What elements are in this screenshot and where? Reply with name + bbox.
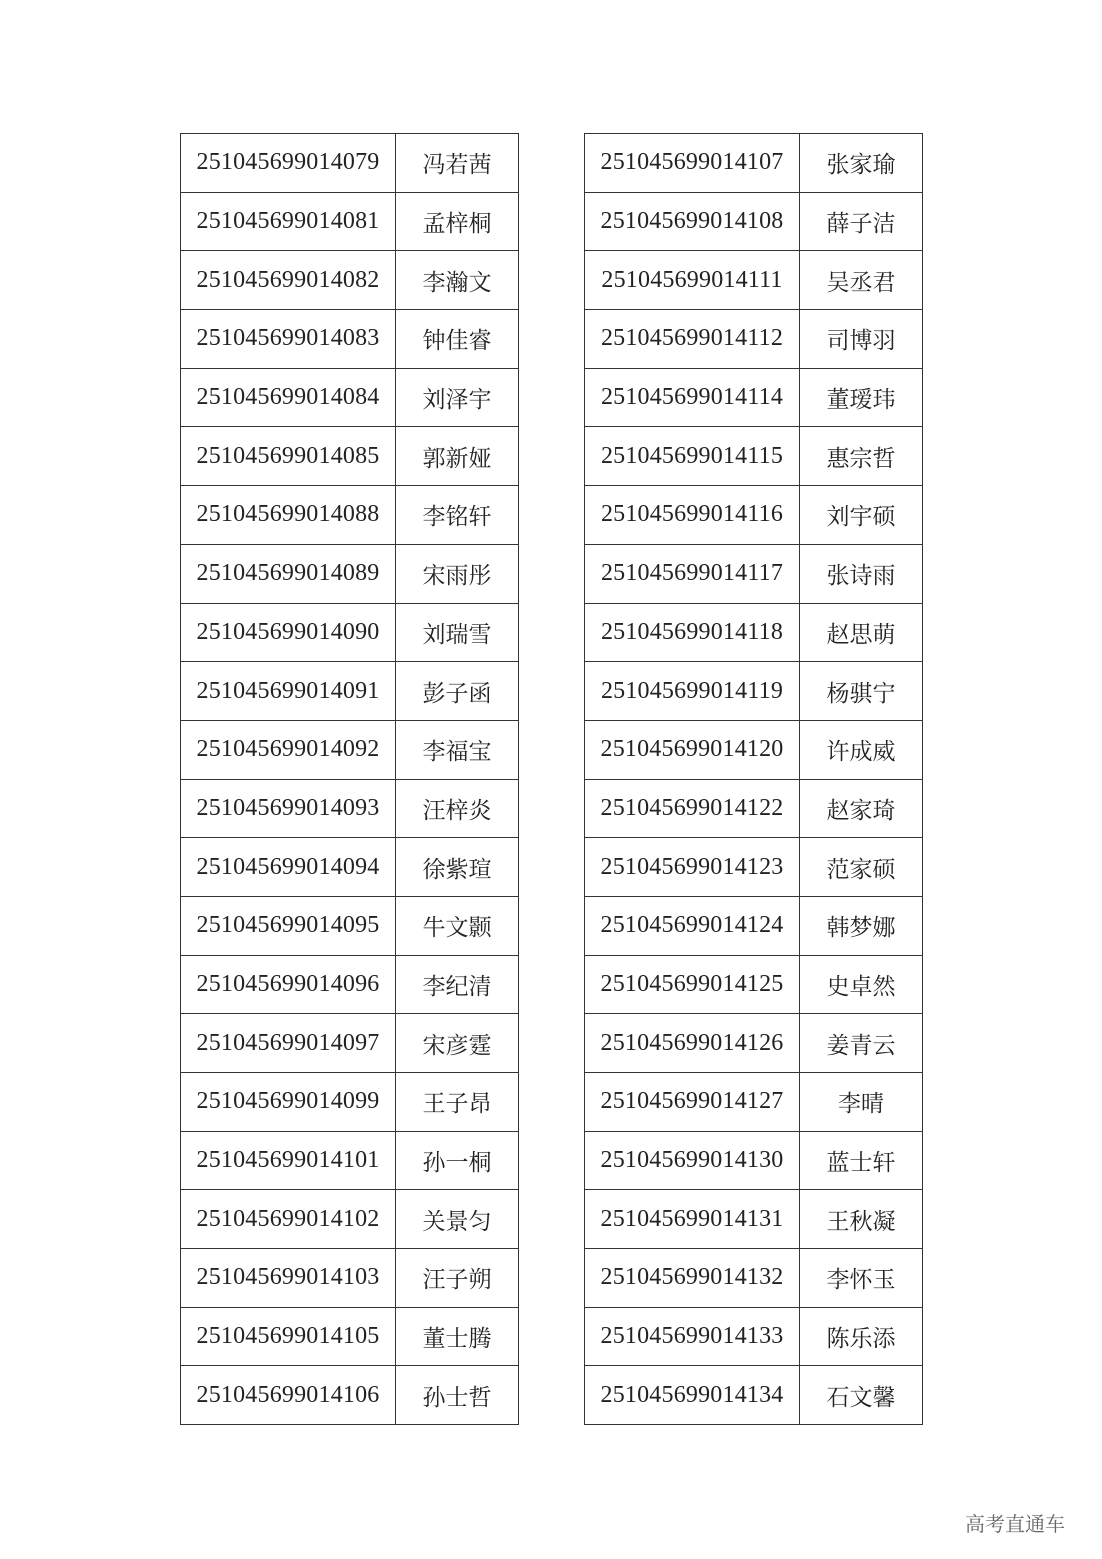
student-id-cell: 251045699014116 bbox=[585, 486, 800, 545]
table-row bbox=[585, 1307, 923, 1366]
student-name-cell: 宋彦霆 bbox=[396, 1014, 519, 1073]
student-name-cell: 薛子洁 bbox=[800, 192, 923, 251]
student-id-cell: 251045699014105 bbox=[181, 1307, 396, 1366]
student-id-cell: 251045699014124 bbox=[585, 896, 800, 955]
student-name-cell: 刘宇硕 bbox=[800, 486, 923, 545]
student-id-cell: 251045699014114 bbox=[585, 368, 800, 427]
student-id-cell: 251045699014083 bbox=[181, 310, 396, 369]
student-id-cell: 251045699014096 bbox=[181, 955, 396, 1014]
student-name-cell: 杨骐宁 bbox=[800, 662, 923, 721]
student-name-cell: 孙一桐 bbox=[396, 1131, 519, 1190]
table-row bbox=[585, 1366, 923, 1425]
student-name-cell: 王子昂 bbox=[396, 1073, 519, 1132]
table-row bbox=[181, 896, 519, 955]
student-name-cell: 钟佳睿 bbox=[396, 310, 519, 369]
table-row bbox=[585, 1131, 923, 1190]
table-row bbox=[181, 134, 519, 193]
student-id-cell: 251045699014097 bbox=[181, 1014, 396, 1073]
student-name-cell: 宋雨彤 bbox=[396, 544, 519, 603]
table-row bbox=[181, 838, 519, 897]
student-id-cell: 251045699014126 bbox=[585, 1014, 800, 1073]
table-row bbox=[181, 368, 519, 427]
table-row bbox=[181, 720, 519, 779]
student-id-cell: 251045699014106 bbox=[181, 1366, 396, 1425]
table-row bbox=[181, 192, 519, 251]
student-name-cell: 孟梓桐 bbox=[396, 192, 519, 251]
student-id-cell: 251045699014111 bbox=[585, 251, 800, 310]
student-name-cell: 赵思萌 bbox=[800, 603, 923, 662]
student-id-cell: 251045699014133 bbox=[585, 1307, 800, 1366]
student-id-cell: 251045699014127 bbox=[585, 1073, 800, 1132]
student-name-cell: 郭新娅 bbox=[396, 427, 519, 486]
table-row bbox=[181, 251, 519, 310]
student-id-cell: 251045699014093 bbox=[181, 779, 396, 838]
student-id-cell: 251045699014103 bbox=[181, 1249, 396, 1308]
student-name-cell: 刘瑞雪 bbox=[396, 603, 519, 662]
table-row bbox=[585, 251, 923, 310]
student-name-cell: 李瀚文 bbox=[396, 251, 519, 310]
student-id-cell: 251045699014102 bbox=[181, 1190, 396, 1249]
student-id-cell: 251045699014099 bbox=[181, 1073, 396, 1132]
student-name-cell: 彭子函 bbox=[396, 662, 519, 721]
student-id-cell: 251045699014131 bbox=[585, 1190, 800, 1249]
student-id-cell: 251045699014101 bbox=[181, 1131, 396, 1190]
student-name-cell: 张家瑜 bbox=[800, 134, 923, 193]
student-name-cell: 关景匀 bbox=[396, 1190, 519, 1249]
table-row bbox=[585, 603, 923, 662]
table-row bbox=[585, 1073, 923, 1132]
table-row bbox=[585, 368, 923, 427]
table-row bbox=[181, 1073, 519, 1132]
table-row bbox=[181, 662, 519, 721]
student-name-cell: 汪梓炎 bbox=[396, 779, 519, 838]
student-name-cell: 石文馨 bbox=[800, 1366, 923, 1425]
student-id-cell: 251045699014081 bbox=[181, 192, 396, 251]
table-row bbox=[181, 1249, 519, 1308]
table-row bbox=[181, 955, 519, 1014]
student-id-cell: 251045699014120 bbox=[585, 720, 800, 779]
student-id-cell: 251045699014132 bbox=[585, 1249, 800, 1308]
student-id-cell: 251045699014079 bbox=[181, 134, 396, 193]
student-name-cell: 王秋凝 bbox=[800, 1190, 923, 1249]
student-id-cell: 251045699014094 bbox=[181, 838, 396, 897]
student-name-cell: 陈乐添 bbox=[800, 1307, 923, 1366]
table-row bbox=[181, 1131, 519, 1190]
table-row bbox=[181, 603, 519, 662]
student-id-cell: 251045699014117 bbox=[585, 544, 800, 603]
student-name-cell: 冯若茜 bbox=[396, 134, 519, 193]
table-row bbox=[585, 486, 923, 545]
student-name-cell: 司博羽 bbox=[800, 310, 923, 369]
table-row bbox=[181, 486, 519, 545]
student-name-cell: 蓝士轩 bbox=[800, 1131, 923, 1190]
table-row bbox=[585, 1190, 923, 1249]
student-name-cell: 董瑷玮 bbox=[800, 368, 923, 427]
table-row bbox=[585, 1249, 923, 1308]
table-row bbox=[181, 779, 519, 838]
table-row bbox=[585, 1014, 923, 1073]
table-row bbox=[585, 720, 923, 779]
student-name-cell: 张诗雨 bbox=[800, 544, 923, 603]
student-id-cell: 251045699014130 bbox=[585, 1131, 800, 1190]
student-name-cell: 李晴 bbox=[800, 1073, 923, 1132]
student-name-cell: 徐紫瑄 bbox=[396, 838, 519, 897]
student-id-cell: 251045699014112 bbox=[585, 310, 800, 369]
student-name-cell: 吴丞君 bbox=[800, 251, 923, 310]
student-name-cell: 李怀玉 bbox=[800, 1249, 923, 1308]
student-id-cell: 251045699014082 bbox=[181, 251, 396, 310]
student-name-cell: 韩梦娜 bbox=[800, 896, 923, 955]
table-row bbox=[181, 427, 519, 486]
student-id-cell: 251045699014107 bbox=[585, 134, 800, 193]
student-name-cell: 汪子朔 bbox=[396, 1249, 519, 1308]
student-id-cell: 251045699014108 bbox=[585, 192, 800, 251]
student-id-cell: 251045699014122 bbox=[585, 779, 800, 838]
student-id-cell: 251045699014091 bbox=[181, 662, 396, 721]
student-name-cell: 姜青云 bbox=[800, 1014, 923, 1073]
student-id-cell: 251045699014115 bbox=[585, 427, 800, 486]
table-row bbox=[585, 310, 923, 369]
student-id-cell: 251045699014095 bbox=[181, 896, 396, 955]
table-row bbox=[585, 838, 923, 897]
table-row bbox=[181, 310, 519, 369]
student-name-cell: 李纪清 bbox=[396, 955, 519, 1014]
table-row bbox=[181, 1307, 519, 1366]
student-name-cell: 赵家琦 bbox=[800, 779, 923, 838]
student-id-cell: 251045699014125 bbox=[585, 955, 800, 1014]
student-name-cell: 范家硕 bbox=[800, 838, 923, 897]
student-name-cell: 牛文颢 bbox=[396, 896, 519, 955]
student-id-cell: 251045699014089 bbox=[181, 544, 396, 603]
student-name-cell: 史卓然 bbox=[800, 955, 923, 1014]
student-id-cell: 251045699014092 bbox=[181, 720, 396, 779]
table-row bbox=[585, 779, 923, 838]
table-row bbox=[181, 544, 519, 603]
table-row bbox=[181, 1014, 519, 1073]
student-id-cell: 251045699014118 bbox=[585, 603, 800, 662]
student-name-cell: 李铭轩 bbox=[396, 486, 519, 545]
student-table-left bbox=[180, 133, 519, 1425]
student-name-cell: 惠宗哲 bbox=[800, 427, 923, 486]
student-name-cell: 许成威 bbox=[800, 720, 923, 779]
watermark-text: 高考直通车 bbox=[965, 1512, 1065, 1536]
table-row bbox=[585, 134, 923, 193]
table-row bbox=[585, 192, 923, 251]
student-id-cell: 251045699014123 bbox=[585, 838, 800, 897]
student-id-cell: 251045699014119 bbox=[585, 662, 800, 721]
table-row bbox=[585, 896, 923, 955]
student-name-cell: 刘泽宇 bbox=[396, 368, 519, 427]
student-id-cell: 251045699014134 bbox=[585, 1366, 800, 1425]
table-row bbox=[585, 427, 923, 486]
student-id-cell: 251045699014090 bbox=[181, 603, 396, 662]
student-table-right bbox=[584, 133, 923, 1425]
table-row bbox=[181, 1366, 519, 1425]
table-row bbox=[585, 662, 923, 721]
student-name-cell: 董士腾 bbox=[396, 1307, 519, 1366]
student-id-cell: 251045699014084 bbox=[181, 368, 396, 427]
student-id-cell: 251045699014088 bbox=[181, 486, 396, 545]
student-id-cell: 251045699014085 bbox=[181, 427, 396, 486]
student-name-cell: 孙士哲 bbox=[396, 1366, 519, 1425]
table-row bbox=[181, 1190, 519, 1249]
table-row bbox=[585, 544, 923, 603]
student-name-cell: 李福宝 bbox=[396, 720, 519, 779]
table-row bbox=[585, 955, 923, 1014]
